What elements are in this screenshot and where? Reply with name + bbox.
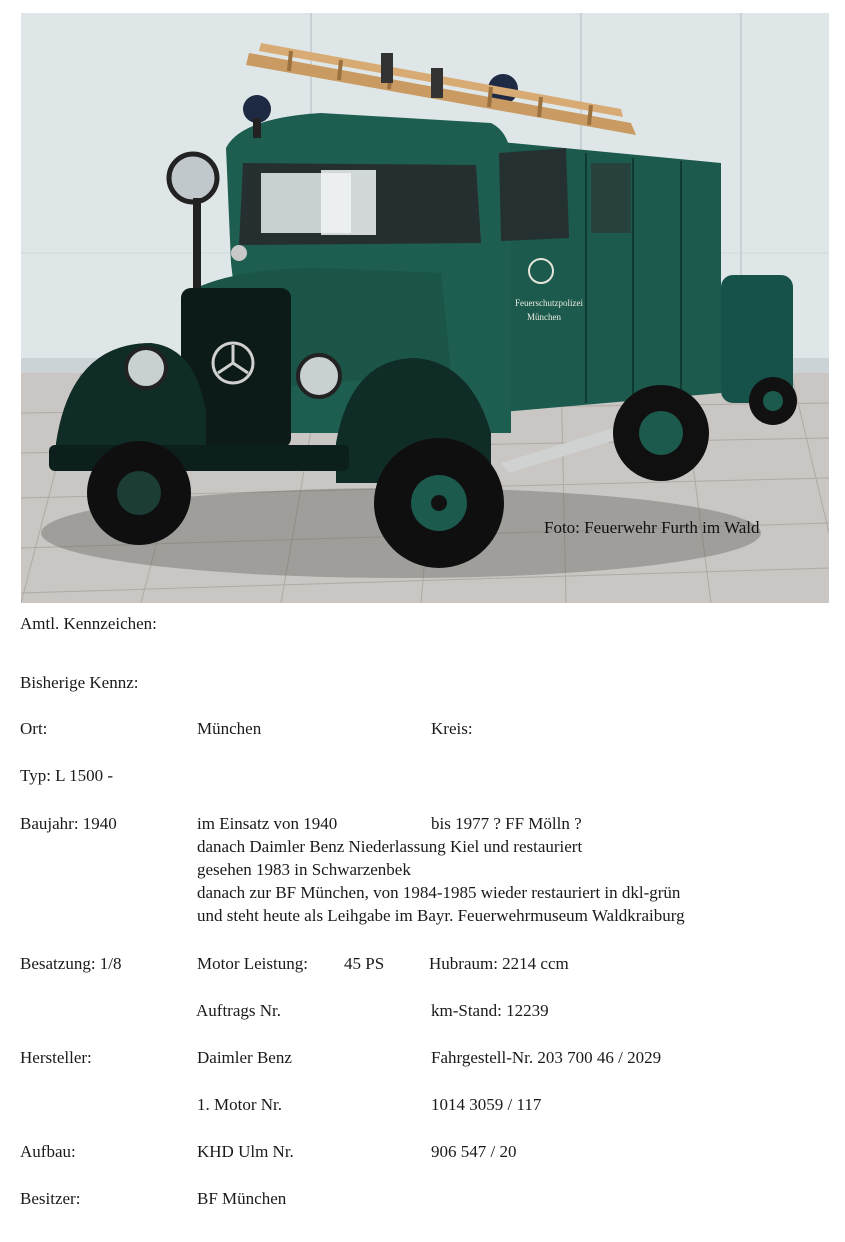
amtl-kennzeichen-label: Amtl. Kennzeichen: [20, 614, 157, 633]
vehicle-photo [21, 13, 829, 603]
aufbau-label: Aufbau: [20, 1142, 76, 1161]
hubraum-field: Hubraum: 2214 ccm [429, 954, 569, 973]
ort-value: München [197, 719, 262, 738]
besitzer-value: BF München [197, 1189, 287, 1208]
motor-leistung-label: Motor Leistung: [197, 954, 308, 973]
door-text-line2: München [527, 312, 561, 322]
einsatz-von: im Einsatz von 1940 [197, 814, 338, 833]
ort-label: Ort: [20, 719, 48, 738]
history-line: und steht heute als Leihgabe im Bayr. Feuerwehrmuseum Waldkraiburg [197, 906, 685, 925]
einsatz-bis: bis 1977 ? FF Mölln ? [431, 814, 582, 833]
motor-leistung-value: 45 PS [344, 954, 385, 973]
aufbau-value: KHD Ulm Nr. [197, 1142, 294, 1161]
typ-field: Typ: L 1500 - [20, 766, 114, 785]
aufbau-nr: 906 547 / 20 [431, 1142, 517, 1161]
history-line: gesehen 1983 in Schwarzenbek [197, 860, 411, 879]
besatzung-field: Besatzung: 1/8 [20, 954, 122, 973]
auftrags-nr-label: Auftrags Nr. [196, 1001, 281, 1020]
door-text-line1: Feuerschutzpolizei [515, 298, 583, 308]
photo-credit: Foto: Feuerwehr Furth im Wald [544, 518, 760, 537]
motor-nr-value: 1014 3059 / 117 [431, 1095, 542, 1114]
bisherige-kennz-label: Bisherige Kennz: [20, 673, 139, 692]
history-line: danach Daimler Benz Niederlassung Kiel und restauriert [197, 837, 583, 856]
hersteller-value: Daimler Benz [197, 1048, 292, 1067]
fahrgestell-field: Fahrgestell-Nr. 203 700 46 / 2029 [431, 1048, 662, 1067]
besitzer-label: Besitzer: [20, 1189, 81, 1208]
hersteller-label: Hersteller: [20, 1048, 92, 1067]
km-stand-field: km-Stand: 12239 [431, 1001, 549, 1020]
baujahr-field: Baujahr: 1940 [20, 814, 117, 833]
fire-truck-illustration [21, 13, 829, 603]
history-line: danach zur BF München, von 1984-1985 wieder restauriert in dkl-grün [197, 883, 681, 902]
motor-nr-label: 1. Motor Nr. [197, 1095, 282, 1114]
kreis-label: Kreis: [431, 719, 473, 738]
